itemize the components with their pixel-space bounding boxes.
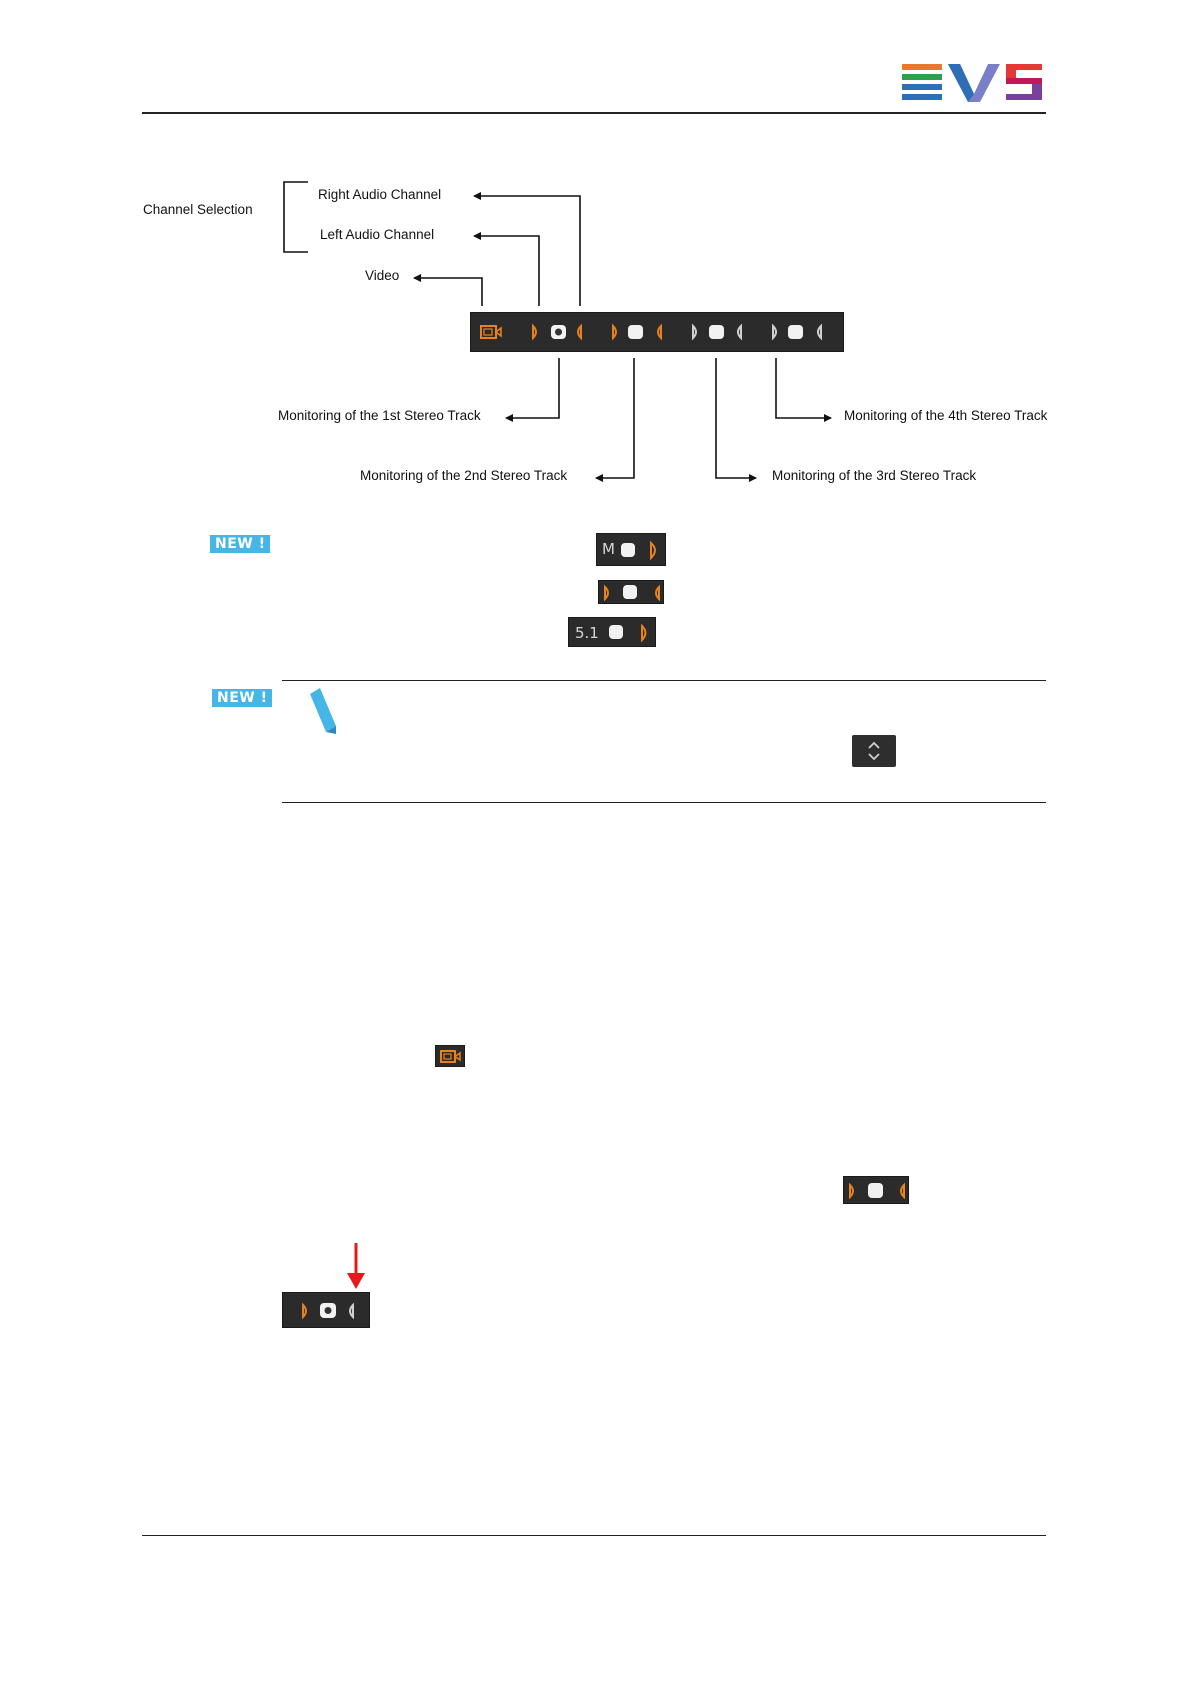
- note-bottom-rule: [282, 802, 1046, 803]
- right-channel-icon[interactable]: [578, 326, 581, 338]
- left-channel-icon[interactable]: [605, 587, 608, 599]
- right-channel-icon[interactable]: [350, 1305, 353, 1317]
- monitor-button-icon[interactable]: [709, 325, 724, 339]
- stereo-track-icon: [598, 580, 664, 604]
- monitor-button-icon[interactable]: [621, 543, 635, 557]
- left-channel-icon[interactable]: [533, 326, 536, 338]
- right-channel-icon[interactable]: [901, 1185, 904, 1197]
- monitor-button-icon[interactable]: [623, 585, 637, 599]
- note-top-rule: [282, 680, 1046, 681]
- left-channel-icon[interactable]: [773, 326, 776, 338]
- left-channel-icon[interactable]: [651, 543, 655, 558]
- video-camera-inline-icon: [435, 1045, 465, 1067]
- up-down-button[interactable]: [852, 735, 896, 767]
- monitored-track-example: [282, 1292, 370, 1328]
- stereo-inline-icon: [843, 1176, 909, 1204]
- diagram-connectors: [0, 0, 1191, 520]
- right-channel-icon[interactable]: [658, 326, 661, 338]
- video-camera-icon: [436, 1046, 466, 1068]
- monitor-button-icon[interactable]: [609, 625, 623, 639]
- right-channel-icon[interactable]: [738, 326, 741, 338]
- monitor-button-icon[interactable]: [788, 325, 803, 339]
- label-monitor-4: Monitoring of the 4th Stereo Track: [844, 408, 1048, 423]
- footer-rule: [142, 1535, 1046, 1536]
- new-badge: NEW !: [212, 689, 272, 707]
- pencil-icon: [306, 686, 340, 734]
- surround-track-icon: [568, 617, 656, 647]
- new-badge: NEW !: [210, 535, 270, 553]
- label-right-audio: Right Audio Channel: [318, 187, 442, 202]
- audio-video-track-bar: [470, 312, 844, 352]
- label-monitor-1: Monitoring of the 1st Stereo Track: [278, 408, 481, 423]
- mono-label: M: [602, 540, 615, 558]
- right-channel-icon[interactable]: [656, 587, 659, 599]
- monitor-button-icon[interactable]: [868, 1183, 883, 1198]
- left-channel-icon[interactable]: [693, 326, 696, 338]
- label-channel-selection: Channel Selection: [143, 202, 253, 217]
- video-camera-icon[interactable]: [481, 326, 501, 338]
- label-left-audio: Left Audio Channel: [320, 227, 435, 242]
- mono-track-icon: [596, 533, 666, 566]
- label-video: Video: [365, 268, 400, 283]
- red-arrow-icon: [344, 1243, 368, 1291]
- label-monitor-2: Monitoring of the 2nd Stereo Track: [360, 468, 568, 483]
- left-channel-icon[interactable]: [303, 1305, 306, 1317]
- monitor-button-icon[interactable]: [628, 325, 643, 339]
- up-down-arrow-icon: [852, 735, 896, 767]
- right-channel-icon[interactable]: [818, 326, 821, 338]
- surround-label: 5.1: [575, 624, 599, 642]
- left-channel-icon[interactable]: [613, 326, 616, 338]
- left-channel-icon[interactable]: [850, 1185, 853, 1197]
- label-monitor-3: Monitoring of the 3rd Stereo Track: [772, 468, 977, 483]
- left-channel-icon[interactable]: [642, 626, 646, 640]
